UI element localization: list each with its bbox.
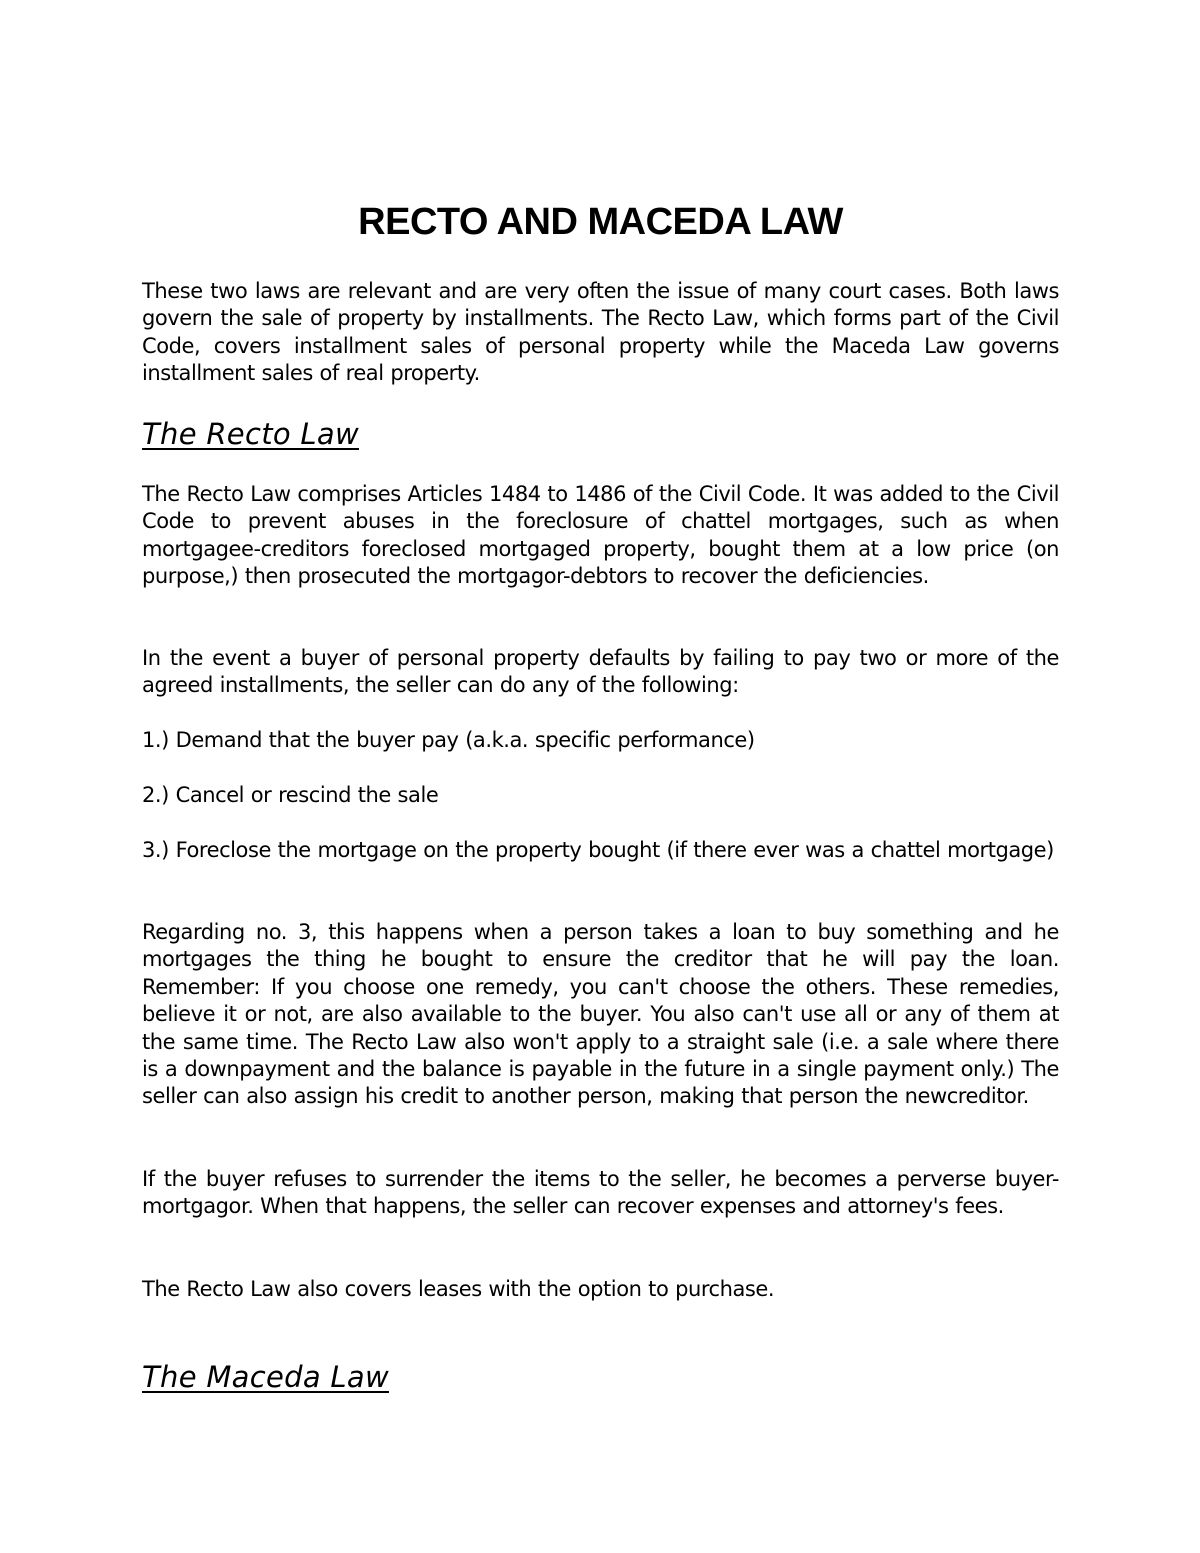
remedy-list-item-1: 1.) Demand that the buyer pay (a.k.a. specific performance): [142, 728, 755, 752]
recto-paragraph-5: The Recto Law also covers leases with the option to purchase.: [142, 1277, 775, 1301]
maceda-law-heading: The Maceda Law: [142, 1360, 389, 1394]
recto-law-heading: The Recto Law: [142, 417, 359, 451]
recto-paragraph-4: If the buyer refuses to surrender the items to the seller, he becomes a perverse buyer-mortgagor. When that happens, the seller can recover expenses and attorney's fees.: [142, 1167, 1059, 1219]
remedy-list-item-2: 2.) Cancel or rescind the sale: [142, 783, 439, 807]
remedy-list-item-3: 3.) Foreclose the mortgage on the property bought (if there ever was a chattel mortgage): [142, 838, 1054, 862]
document-title: RECTO AND MACEDA LAW: [358, 201, 843, 243]
recto-paragraph-1: The Recto Law comprises Articles 1484 to 1486 of the Civil Code. It was added to the Civil Code to prevent abuses in the foreclosure of chattel mortgages, such as when mortgagee-creditors foreclosed mortgaged property, bought them at a low price (on purpose,) then prosecuted the mortgagor-debtors to recover the deficiencies.: [142, 482, 1059, 589]
intro-paragraph: These two laws are relevant and are very often the issue of many court cases. Both laws govern the sale of property by installments. The Recto Law, which forms part of the Civil Code, covers installment sales of personal property while the Maceda Law governs installment sales of real property.: [142, 279, 1059, 386]
recto-paragraph-2: In the event a buyer of personal property defaults by failing to pay two or more of the agreed installments, the seller can do any of the following:: [142, 646, 1059, 698]
recto-paragraph-3: Regarding no. 3, this happens when a person takes a loan to buy something and he mortgages the thing he bought to ensure the creditor that he will pay the loan. Remember: If you choose one remedy, you can't choose the others. These remedies, believe it or not, are also available to the buyer. You also can't use all or any of them at the same time. The Recto Law also won't apply to a straight sale (i.e. a sale where there is a downpayment and the balance is payable in the future in a single payment only.) The seller can also assign his credit to another person, making that person the newcreditor.: [142, 920, 1059, 1109]
